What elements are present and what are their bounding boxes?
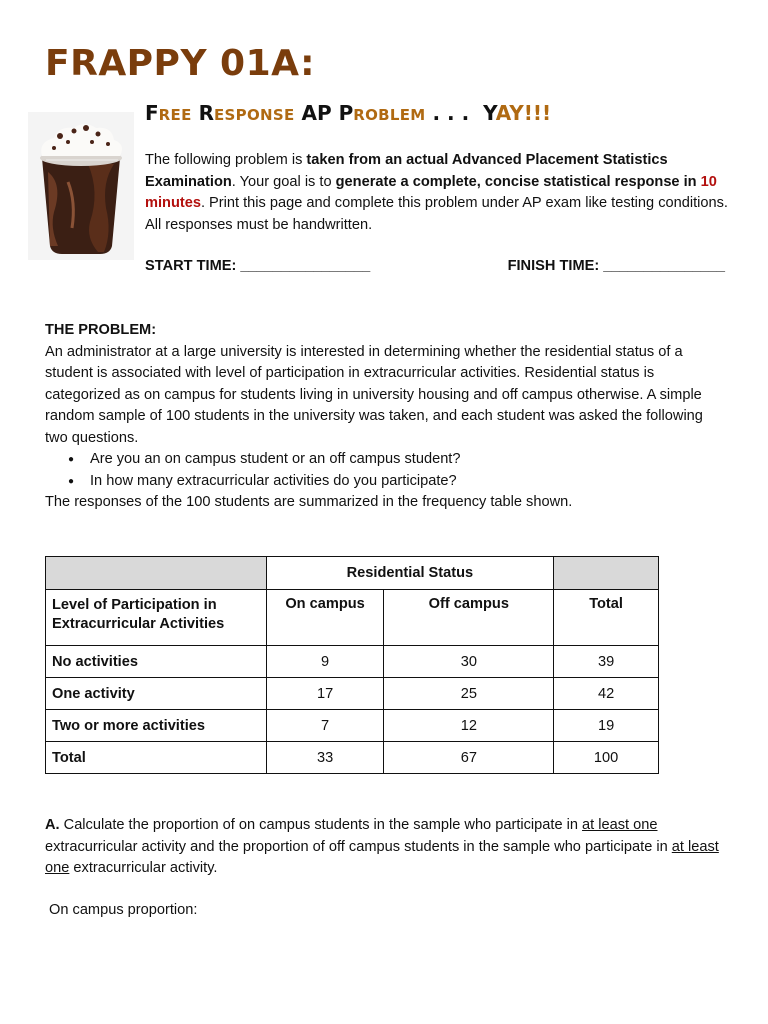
subtitle-rest-ree: REE — [158, 106, 192, 124]
row-header-cell — [46, 590, 267, 646]
column-header-off-campus: Off campus — [384, 590, 554, 646]
part-a-underline-2: at least one — [45, 838, 719, 876]
problem-body: An administrator at a large university is interested in determining whether the residential status of a student is associated with level of participation in extracurricular activities. Residential status is categorized as on campus for students living in university housing and off campus otherwise. A simple random sample of 100 students in the university was taken, and each student was asked the following two questions. — [45, 343, 703, 446]
start-time-field: START TIME: ________________ — [145, 258, 371, 274]
page-subtitle — [145, 101, 551, 125]
page-title: FRAPPY 01A: — [45, 43, 316, 84]
table-corner-cell — [554, 557, 659, 590]
table-cell: 33 — [266, 742, 384, 774]
subtitle-rest-roblem: ROBLEM — [353, 106, 426, 124]
column-header-total: Total — [554, 590, 659, 646]
intro-text-2: . Your goal is to — [231, 173, 336, 190]
residential-status-header: Residential Status — [266, 557, 554, 590]
problem-heading: THE PROBLEM: — [45, 322, 157, 338]
table-cell: 42 — [554, 678, 659, 710]
row-header-line1: Level of Participation in — [52, 597, 217, 613]
intro-bold-1: taken from an actual Advanced Placement Statistics Examination — [145, 152, 668, 190]
part-a-text-3: extracurricular activity. — [69, 860, 218, 876]
part-a-label: A. — [45, 817, 60, 833]
table-cell: 17 — [266, 678, 384, 710]
row-label: No activities — [46, 646, 267, 678]
table-row — [46, 646, 659, 678]
list-item: ● In how many extracurricular activities do you participate? — [90, 471, 725, 493]
table-column-header-row — [46, 590, 659, 646]
subtitle-cap-r: R — [198, 101, 214, 125]
table-row — [46, 742, 659, 774]
subtitle-yay-rest: AY!!! — [495, 101, 552, 125]
problem-section — [45, 320, 725, 514]
subtitle-rest-esponse: ESPONSE — [214, 106, 295, 124]
table-cell: 25 — [384, 678, 554, 710]
table-cell: 39 — [554, 646, 659, 678]
time-limit-text: 10 minutes — [145, 173, 717, 211]
frappe-drink-image — [28, 112, 134, 260]
part-a-question — [45, 815, 725, 880]
intro-text-1: The following problem is — [145, 152, 307, 168]
table-corner-cell — [46, 557, 267, 590]
subtitle-cap-f: F — [145, 101, 159, 125]
problem-closing: The responses of the 100 students are summarized in the frequency table shown. — [45, 494, 573, 510]
row-label: Total — [46, 742, 267, 774]
table-cell: 9 — [266, 646, 384, 678]
part-a-underline-1: at least one — [582, 817, 658, 833]
table-header-row — [46, 557, 659, 590]
table-cell: 7 — [266, 710, 384, 742]
part-a-text-2: extracurricular activity and the proportion of off campus students in the sample who participate in — [45, 838, 672, 855]
list-item: ● Are you an on campus student or an off campus student? — [90, 449, 725, 471]
table-cell: 67 — [384, 742, 554, 774]
row-label: Two or more activities — [46, 710, 267, 742]
row-header-line2: Extracurricular Activities — [52, 616, 225, 632]
table-row — [46, 678, 659, 710]
intro-paragraph — [145, 150, 735, 236]
table-cell: 12 — [384, 710, 554, 742]
row-label: One activity — [46, 678, 267, 710]
on-campus-proportion-label: On campus proportion: — [49, 902, 198, 918]
table-cell: 30 — [384, 646, 554, 678]
subtitle-yay-y: Y — [483, 101, 496, 125]
time-fields — [145, 258, 725, 274]
subtitle-dots: . . . — [432, 101, 470, 125]
table-row — [46, 710, 659, 742]
table-cell: 19 — [554, 710, 659, 742]
subtitle-ap: AP — [301, 101, 332, 125]
question-list — [45, 449, 725, 492]
table-cell: 100 — [554, 742, 659, 774]
part-a-text-1: Calculate the proportion of on campus students in the sample who participate in — [59, 817, 583, 833]
intro-text-3: . Print this page and complete this problem under AP exam like testing conditions. All responses must be handwritten. — [145, 195, 728, 233]
frequency-table — [45, 556, 659, 774]
finish-time-field: FINISH TIME: _______________ — [507, 258, 725, 274]
subtitle-cap-p: P — [338, 101, 354, 125]
column-header-on-campus: On campus — [266, 590, 384, 646]
intro-bold-2: generate a complete, concise statistical response in — [335, 173, 697, 190]
